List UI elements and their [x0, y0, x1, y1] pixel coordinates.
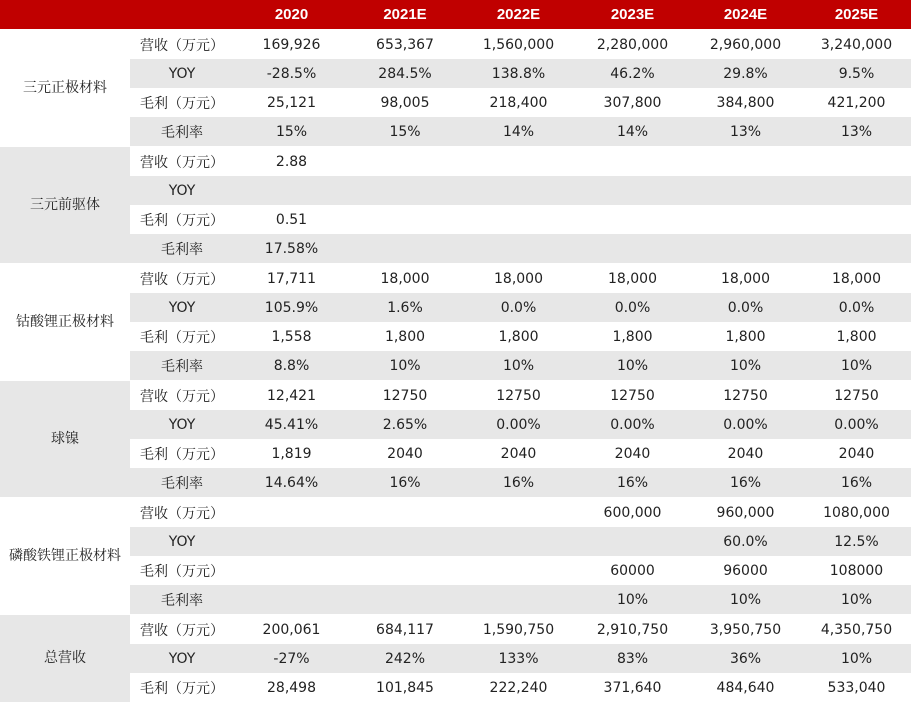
value-cell [461, 234, 576, 263]
table-row [0, 117, 911, 146]
value-cell [349, 176, 461, 205]
metric-label: 营收（万元） [130, 146, 234, 176]
header-year: 2020 [234, 0, 349, 29]
value-cell: 10% [461, 351, 576, 380]
segment-label: 球镍 [0, 380, 130, 497]
segment-label: 钴酸锂正极材料 [0, 263, 130, 380]
table-row [0, 585, 911, 614]
value-cell: 1,800 [384, 328, 426, 345]
value-cell: 10% [349, 351, 461, 380]
value-cell: 10% [802, 351, 911, 380]
value-cell: 18,000 [689, 263, 802, 293]
segment-label: 总营收 [0, 614, 130, 702]
value-cell: -28.5% [234, 59, 349, 88]
value-cell: 13% [689, 117, 802, 146]
value-cell: 242% [349, 644, 461, 673]
metric-label: 毛利（万元） [140, 95, 224, 112]
metric-label: YOY [130, 293, 234, 322]
value-cell: 105.9% [234, 293, 349, 322]
value-cell [349, 234, 461, 263]
value-cell: 83% [576, 644, 689, 673]
value-cell: 9.5% [802, 59, 911, 88]
value-cell: 18,000 [576, 263, 689, 293]
value-cell: 0.51 [275, 211, 308, 228]
metric-label: 毛利（万元） [140, 563, 224, 580]
value-cell: 14.64% [234, 468, 349, 497]
value-cell: 12750 [802, 380, 911, 410]
header-year: 2025E [802, 0, 911, 29]
metric-label: 毛利率 [130, 468, 234, 497]
table-row [0, 439, 911, 468]
table-row [0, 380, 911, 410]
value-cell [461, 527, 576, 556]
value-cell: 28,498 [267, 679, 316, 696]
header-year: 2024E [689, 0, 802, 29]
header-year: 2023E [576, 0, 689, 29]
value-cell: 17,711 [234, 263, 349, 293]
table-row [0, 88, 911, 117]
value-cell [461, 497, 576, 527]
table-row [0, 205, 911, 234]
value-cell: 2,910,750 [576, 614, 689, 644]
value-cell: 484,640 [716, 679, 775, 696]
value-cell: 13% [802, 117, 911, 146]
metric-label: 营收（万元） [130, 29, 234, 59]
value-cell: 101,845 [376, 679, 434, 696]
value-cell: 960,000 [689, 497, 802, 527]
metric-label: YOY [130, 176, 234, 205]
value-cell: 1080,000 [802, 497, 911, 527]
value-cell: 600,000 [576, 497, 689, 527]
value-cell: 138.8% [461, 59, 576, 88]
header-year: 2021E [349, 0, 461, 29]
value-cell [689, 146, 802, 176]
value-cell: 29.8% [689, 59, 802, 88]
metric-label: 毛利（万元） [140, 212, 224, 229]
value-cell [576, 527, 689, 556]
header-year: 2022E [461, 0, 576, 29]
value-cell: 60.0% [689, 527, 802, 556]
table-row [0, 673, 911, 702]
value-cell: 12,421 [234, 380, 349, 410]
value-cell: 1,558 [271, 328, 312, 345]
table-row [0, 468, 911, 497]
value-cell [461, 205, 576, 234]
metric-label: 毛利率 [130, 234, 234, 263]
value-cell: 46.2% [576, 59, 689, 88]
value-cell: 0.00% [461, 410, 576, 439]
value-cell: 653,367 [349, 29, 461, 59]
value-cell: 16% [349, 468, 461, 497]
metric-label: 营收（万元） [130, 614, 234, 644]
value-cell: 2040 [387, 445, 423, 462]
value-cell: 1,800 [612, 328, 653, 345]
table-row [0, 59, 911, 88]
value-cell: 12750 [461, 380, 576, 410]
segment-label: 三元前驱体 [0, 146, 130, 263]
value-cell [689, 234, 802, 263]
value-cell: 2040 [838, 445, 875, 462]
value-cell: 12750 [576, 380, 689, 410]
metric-label: 毛利率 [130, 117, 234, 146]
value-cell [461, 176, 576, 205]
table-row [0, 527, 911, 556]
metric-label: YOY [130, 527, 234, 556]
value-cell [802, 146, 911, 176]
value-cell: 18,000 [461, 263, 576, 293]
value-cell: 16% [689, 468, 802, 497]
value-cell: 222,240 [489, 679, 548, 696]
value-cell: 284.5% [349, 59, 461, 88]
value-cell: 10% [576, 351, 689, 380]
value-cell: 14% [461, 117, 576, 146]
table-row [0, 614, 911, 644]
value-cell: 0.0% [576, 293, 689, 322]
value-cell [802, 234, 911, 263]
value-cell: 15% [349, 117, 461, 146]
value-cell: 1,800 [725, 328, 766, 345]
value-cell: 12.5% [802, 527, 911, 556]
metric-label: 毛利（万元） [140, 680, 224, 697]
metric-label: 营收（万元） [130, 380, 234, 410]
value-cell [349, 585, 461, 614]
value-cell [349, 205, 461, 234]
metric-label: YOY [130, 59, 234, 88]
value-cell: 0.0% [461, 293, 576, 322]
value-cell [689, 205, 802, 234]
value-cell: 16% [576, 468, 689, 497]
value-cell [234, 556, 349, 585]
value-cell: 533,040 [827, 679, 886, 696]
value-cell [689, 176, 802, 205]
value-cell [802, 205, 911, 234]
value-cell: 18,000 [349, 263, 461, 293]
value-cell: 16% [461, 468, 576, 497]
value-cell: 3,240,000 [802, 29, 911, 59]
value-cell [234, 176, 349, 205]
value-cell: 10% [576, 585, 689, 614]
table-row [0, 293, 911, 322]
metric-label: 毛利率 [130, 585, 234, 614]
value-cell: 0.00% [802, 410, 911, 439]
table-row [0, 322, 911, 351]
value-cell: 133% [461, 644, 576, 673]
header-row [0, 0, 911, 29]
value-cell [349, 146, 461, 176]
value-cell: 371,640 [603, 679, 662, 696]
value-cell: 1,819 [271, 445, 312, 462]
value-cell [349, 556, 461, 585]
value-cell: 2040 [500, 445, 537, 462]
value-cell [234, 527, 349, 556]
value-cell: 2,280,000 [576, 29, 689, 59]
value-cell: 1,560,000 [461, 29, 576, 59]
value-cell: 421,200 [827, 94, 886, 111]
value-cell: 10% [689, 585, 802, 614]
value-cell: 14% [576, 117, 689, 146]
value-cell: 169,926 [234, 29, 349, 59]
value-cell: 0.0% [689, 293, 802, 322]
value-cell: 98,005 [380, 94, 430, 111]
metric-label: 营收（万元） [130, 497, 234, 527]
value-cell: 0.00% [689, 410, 802, 439]
table-row [0, 146, 911, 176]
value-cell: 8.8% [234, 351, 349, 380]
table-row [0, 176, 911, 205]
value-cell [576, 146, 689, 176]
table-row [0, 234, 911, 263]
table-body [0, 29, 911, 702]
table-row [0, 263, 911, 293]
value-cell [576, 234, 689, 263]
value-cell: 307,800 [603, 94, 662, 111]
header-blank [130, 0, 234, 29]
value-cell: 4,350,750 [802, 614, 911, 644]
value-cell: 12750 [689, 380, 802, 410]
table-row [0, 29, 911, 59]
table-row [0, 351, 911, 380]
table-row [0, 556, 911, 585]
value-cell: 2040 [727, 445, 764, 462]
value-cell: 12750 [349, 380, 461, 410]
value-cell: 18,000 [802, 263, 911, 293]
value-cell: 2.88 [234, 146, 349, 176]
value-cell [461, 585, 576, 614]
value-cell [461, 146, 576, 176]
table-row [0, 644, 911, 673]
value-cell: 60000 [610, 562, 655, 579]
value-cell: 1,590,750 [461, 614, 576, 644]
value-cell: 25,121 [267, 94, 316, 111]
value-cell: 10% [802, 585, 911, 614]
value-cell [349, 497, 461, 527]
segment-label: 磷酸铁锂正极材料 [0, 497, 130, 614]
value-cell [802, 176, 911, 205]
value-cell: 15% [234, 117, 349, 146]
value-cell: 16% [802, 468, 911, 497]
value-cell [349, 527, 461, 556]
value-cell [461, 556, 576, 585]
metric-label: 毛利（万元） [140, 446, 224, 463]
value-cell: 10% [689, 351, 802, 380]
value-cell: 0.00% [576, 410, 689, 439]
value-cell: 1,800 [836, 328, 877, 345]
value-cell: 108000 [829, 562, 884, 579]
value-cell [234, 497, 349, 527]
value-cell [576, 205, 689, 234]
value-cell: 684,117 [349, 614, 461, 644]
value-cell: 2.65% [349, 410, 461, 439]
value-cell: 1,800 [498, 328, 539, 345]
table-row [0, 497, 911, 527]
value-cell: 3,950,750 [689, 614, 802, 644]
metric-label: 毛利率 [130, 351, 234, 380]
metric-label: YOY [130, 644, 234, 673]
value-cell: 45.41% [234, 410, 349, 439]
value-cell [576, 176, 689, 205]
value-cell: 36% [689, 644, 802, 673]
value-cell: 17.58% [234, 234, 349, 263]
value-cell: 2040 [614, 445, 651, 462]
metric-label: 营收（万元） [130, 263, 234, 293]
value-cell: 384,800 [716, 94, 775, 111]
value-cell: -27% [234, 644, 349, 673]
table-row [0, 410, 911, 439]
value-cell: 96000 [723, 562, 768, 579]
value-cell: 200,061 [234, 614, 349, 644]
value-cell: 2,960,000 [689, 29, 802, 59]
metric-label: 毛利（万元） [140, 329, 224, 346]
value-cell: 1.6% [349, 293, 461, 322]
metric-label: YOY [130, 410, 234, 439]
value-cell: 0.0% [802, 293, 911, 322]
value-cell: 10% [802, 644, 911, 673]
segment-label: 三元正极材料 [0, 29, 130, 146]
value-cell [234, 585, 349, 614]
header-blank [0, 0, 130, 29]
value-cell: 218,400 [489, 94, 548, 111]
